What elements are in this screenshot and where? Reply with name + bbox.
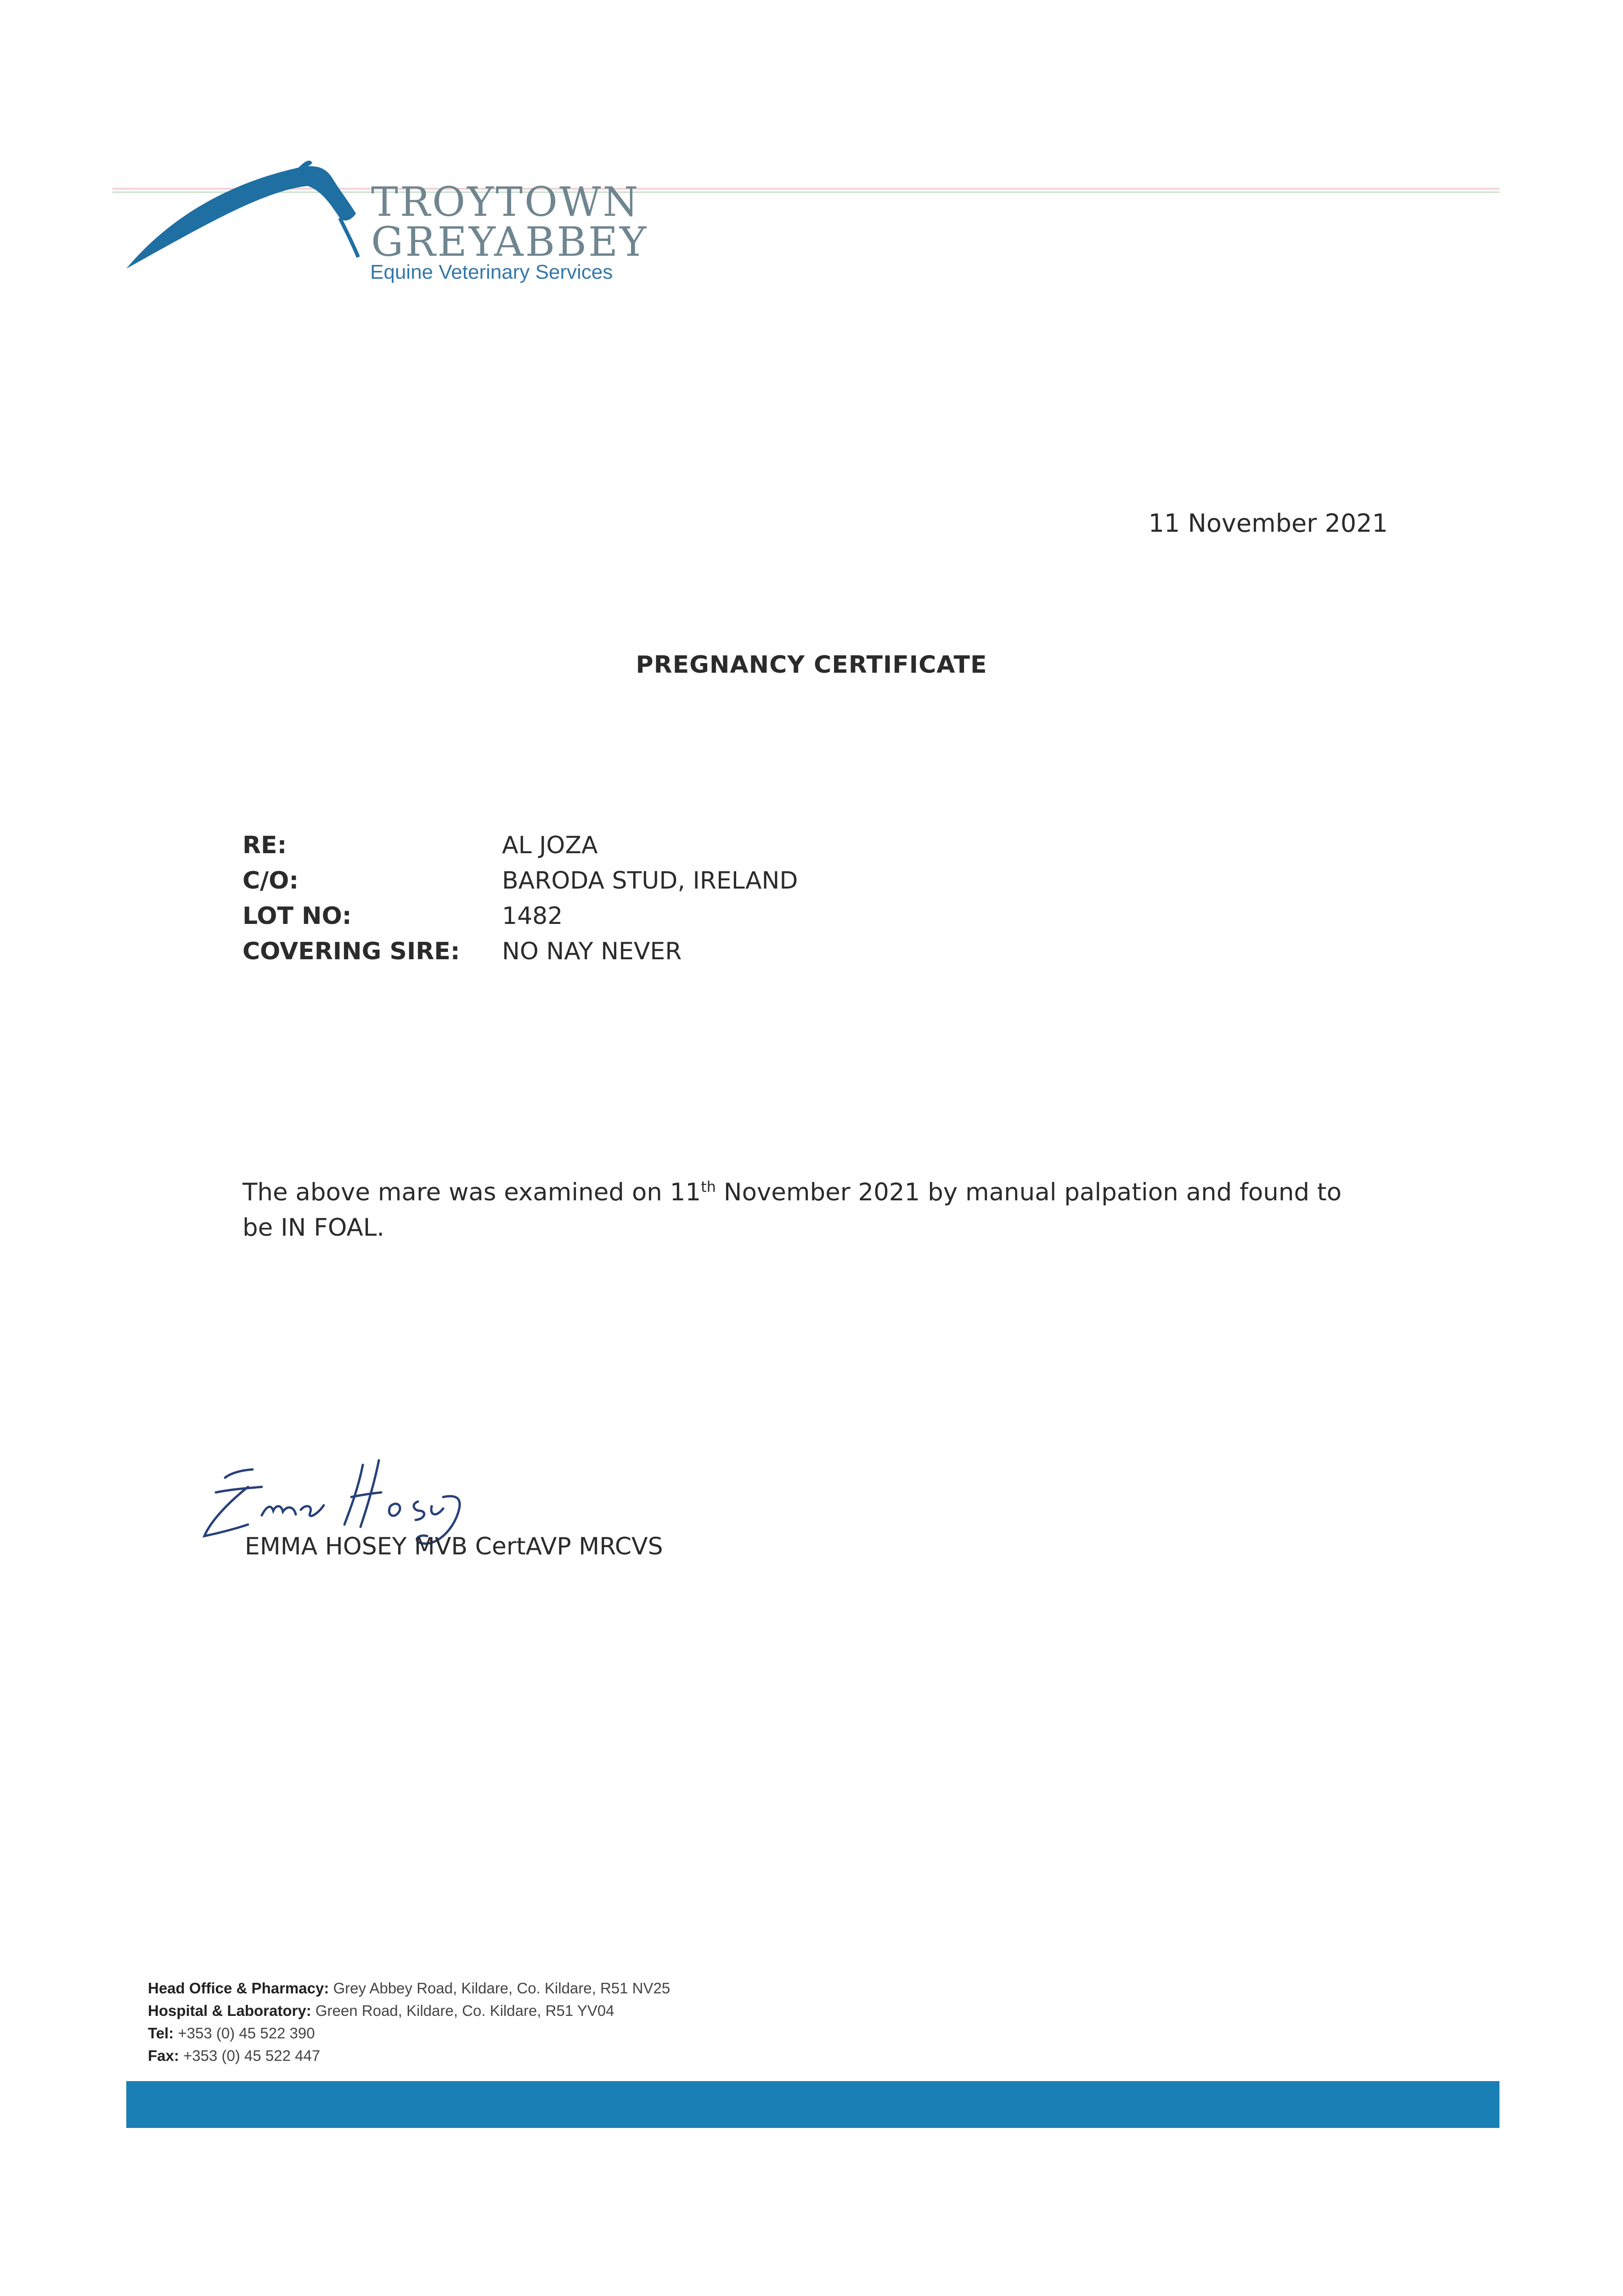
examination-statement bbox=[242, 1175, 1377, 1245]
statement-part-2: November 2021 by manual palpation and found to be IN FOAL. bbox=[242, 1178, 1342, 1242]
footer-value: +353 (0) 45 522 390 bbox=[178, 2025, 315, 2042]
certificate-details bbox=[242, 827, 798, 969]
footer-row-tel bbox=[148, 2022, 670, 2044]
footer-label: Tel: bbox=[148, 2025, 174, 2042]
footer-label: Head Office & Pharmacy: bbox=[148, 1980, 329, 1997]
footer-label: Fax: bbox=[148, 2047, 179, 2064]
detail-value: BARODA STUD, IRELAND bbox=[502, 867, 798, 895]
statement-ordinal-suffix: th bbox=[701, 1178, 716, 1196]
logo-name-line2: GREYABBEY bbox=[371, 218, 648, 265]
footer-row-hospital bbox=[148, 1999, 670, 2022]
detail-label: COVERING SIRE: bbox=[242, 937, 460, 965]
footer-label: Hospital & Laboratory: bbox=[148, 2002, 311, 2019]
detail-row-re bbox=[242, 827, 798, 863]
document-date: 11 November 2021 bbox=[1148, 509, 1388, 538]
logo-subtitle: Equine Veterinary Services bbox=[370, 261, 613, 283]
detail-label: LOT NO: bbox=[242, 902, 352, 930]
detail-value: NO NAY NEVER bbox=[502, 937, 682, 965]
detail-value: 1482 bbox=[502, 902, 563, 930]
footer-contact bbox=[148, 1977, 670, 2067]
detail-row-co bbox=[242, 863, 798, 898]
horse-head-logo-icon bbox=[124, 158, 363, 278]
document-title: PREGNANCY CERTIFICATE bbox=[636, 651, 987, 679]
footer-value: Green Road, Kildare, Co. Kildare, R51 YV04 bbox=[315, 2002, 614, 2019]
signatory-name: EMMA HOSEY MVB CertAVP MRCVS bbox=[245, 1533, 663, 1560]
detail-row-lot-no bbox=[242, 898, 798, 934]
detail-value: AL JOZA bbox=[502, 831, 598, 859]
footer-value: +353 (0) 45 522 447 bbox=[183, 2047, 321, 2064]
footer-row-fax bbox=[148, 2044, 670, 2067]
detail-label: RE: bbox=[242, 831, 287, 859]
footer-row-head-office bbox=[148, 1977, 670, 1999]
statement-part-1: The above mare was examined on 11 bbox=[242, 1178, 701, 1206]
detail-label: C/O: bbox=[242, 867, 299, 895]
footer-value: Grey Abbey Road, Kildare, Co. Kildare, R51 NV25 bbox=[333, 1980, 671, 1997]
footer-brand-bar bbox=[126, 2081, 1499, 2128]
detail-row-covering-sire bbox=[242, 934, 798, 969]
logo-name-line1: TROYTOWN bbox=[371, 178, 640, 225]
